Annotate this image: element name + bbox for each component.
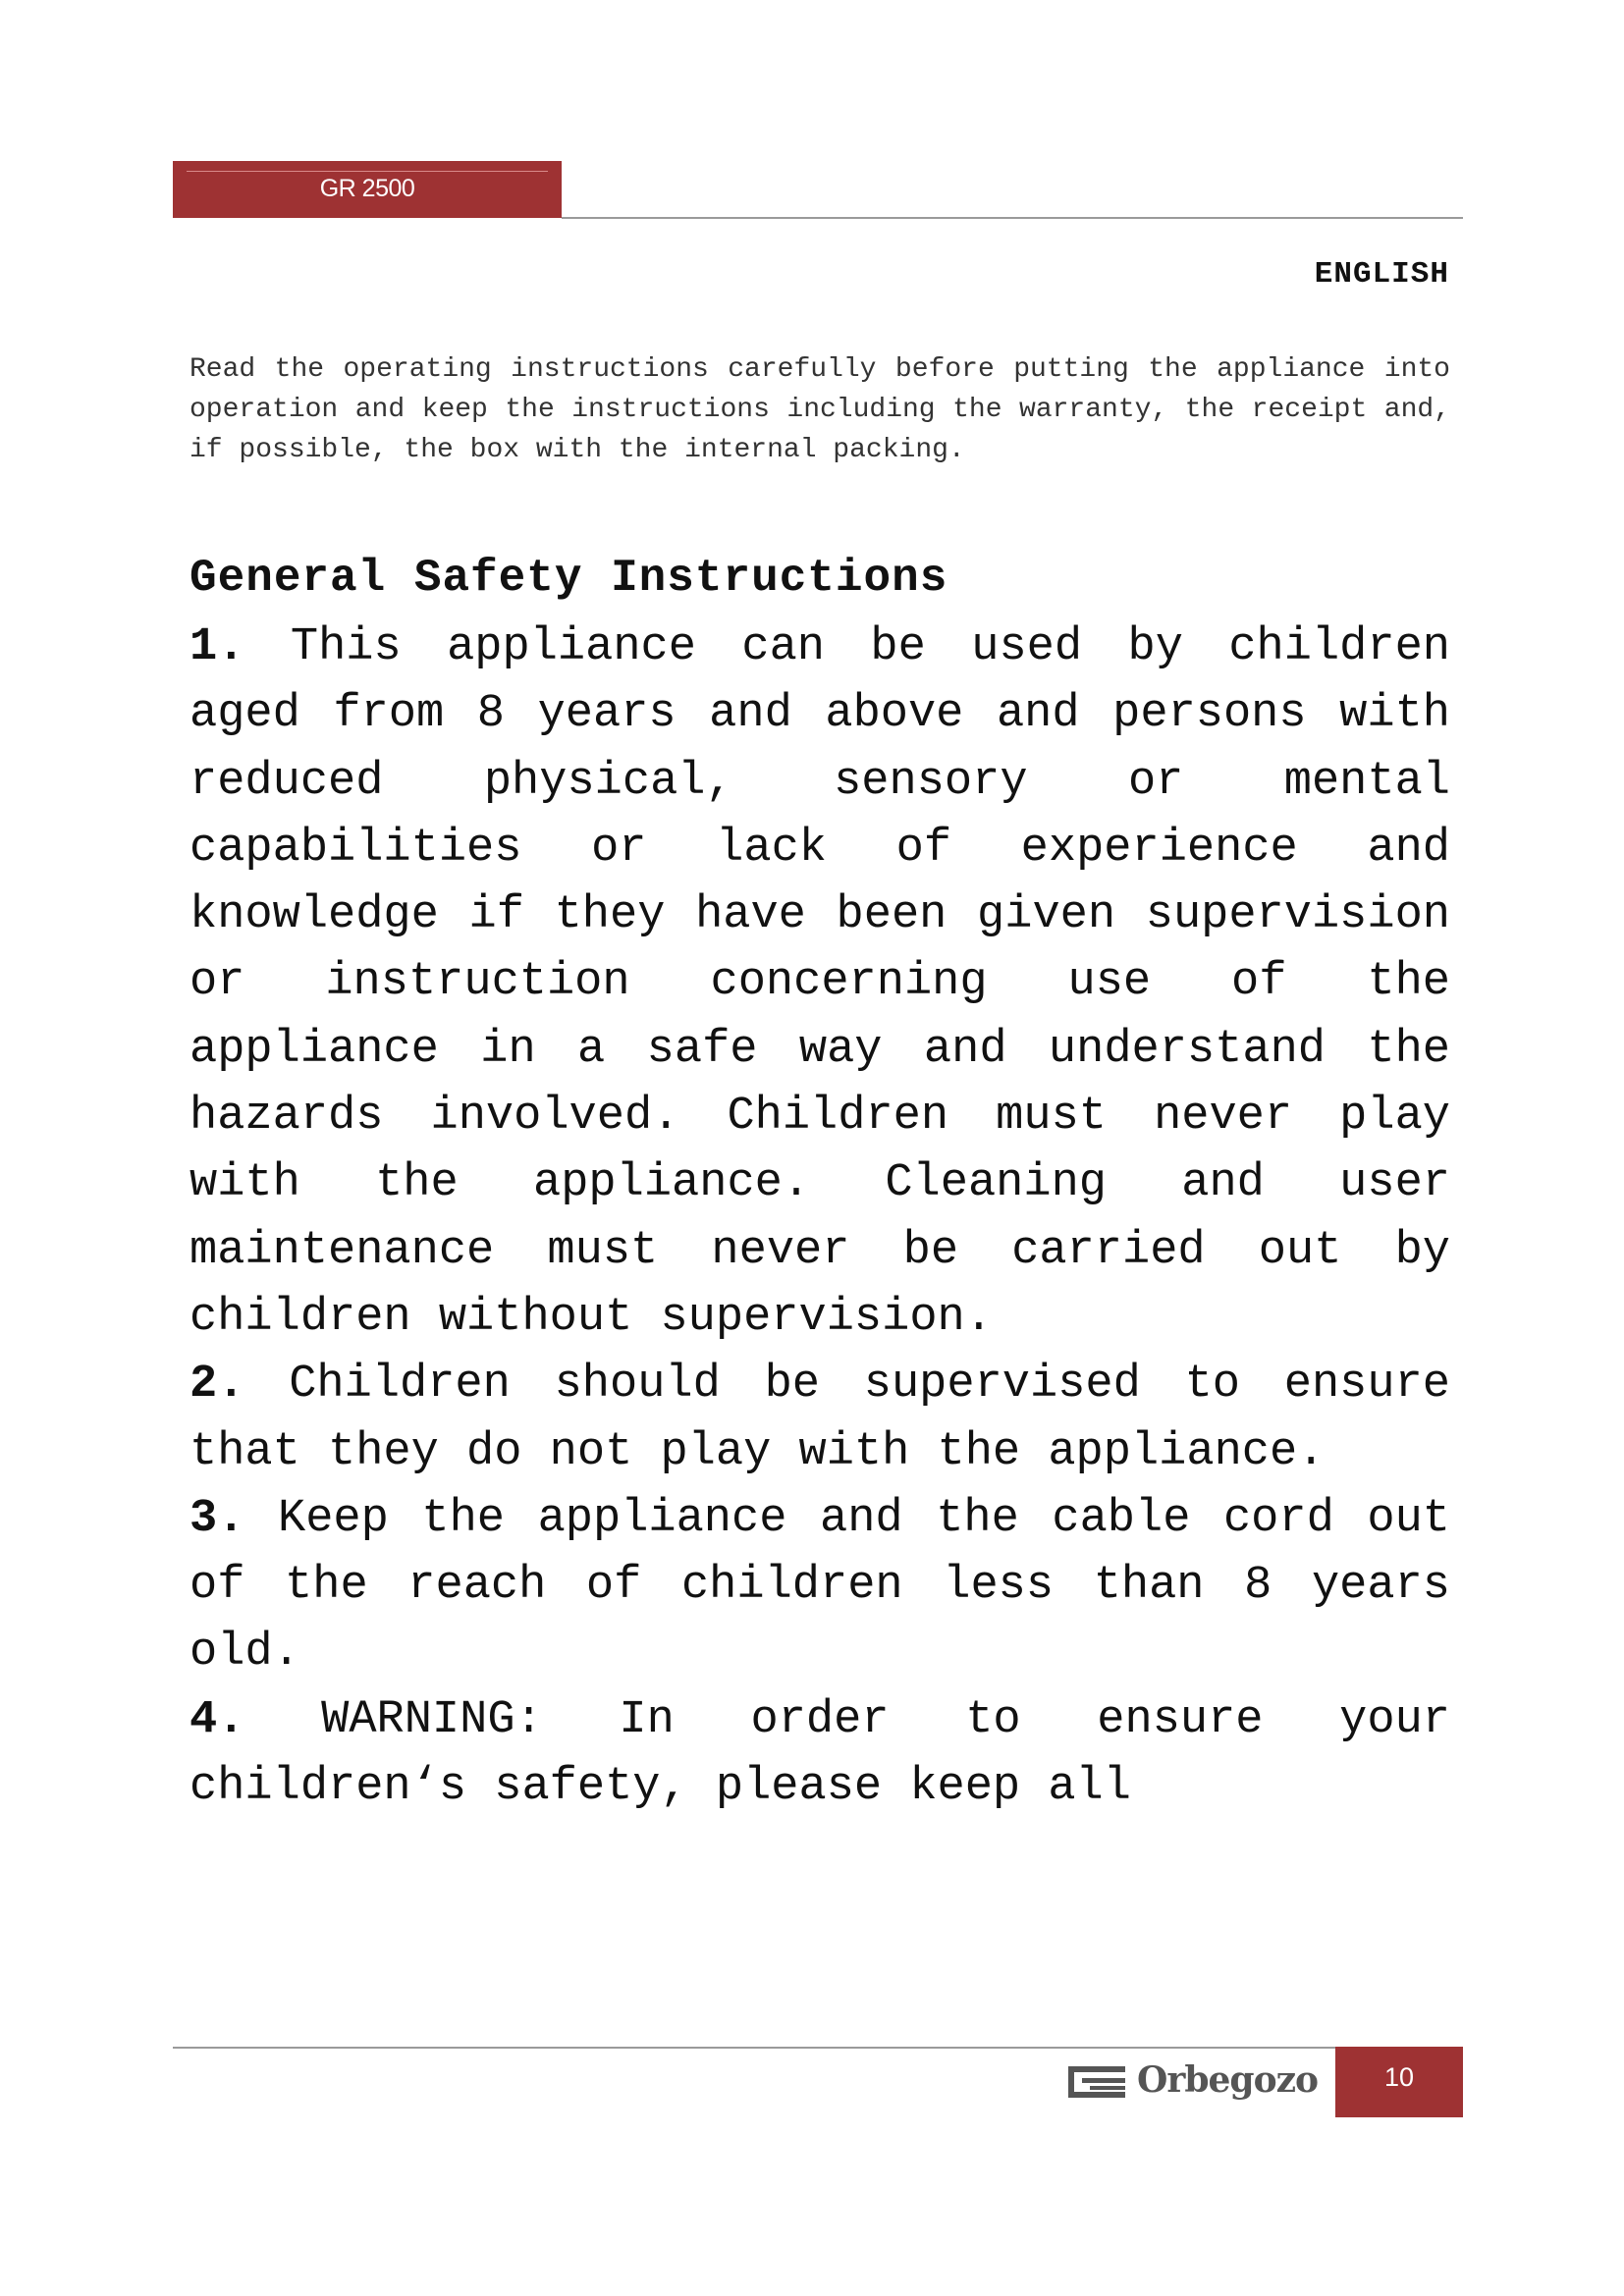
instruction-item: [189, 1486, 1450, 1687]
instruction-number: 2.: [189, 1359, 245, 1412]
page-number: 10: [1383, 2062, 1415, 2092]
instruction-text: Keep the appliance and the cable cord out of the reach of children less than 8 years old.: [189, 1492, 1450, 1680]
header-rule: [562, 217, 1463, 219]
footer-rule: [173, 2047, 1335, 2049]
instruction-number: 1.: [189, 621, 245, 673]
model-name: GR 2500: [319, 175, 415, 202]
instruction-item: [189, 614, 1450, 1352]
header-tab-line: [187, 171, 548, 172]
brand-name: Orbegozo: [1137, 2059, 1319, 2101]
section-title: General Safety Instructions: [189, 553, 948, 604]
language-label: ENGLISH: [1314, 257, 1449, 292]
instruction-text: WARNING: In order to ensure your children‘s safety, please keep all: [189, 1693, 1450, 1814]
brand-logo: [1068, 2059, 1319, 2101]
safety-instructions-list: [189, 614, 1450, 1821]
instruction-item: [189, 1352, 1450, 1486]
instruction-text: This appliance can be used by children aged from 8 years and above and persons with reduced physical, sensory or mental capabilities or lack of experience and knowledge if they have been given supervision or instruction concerning use of the appliance in a safe way and understand the hazards involved. Children must never play with the appliance. Cleaning and user maintenance must never be carried out by children without supervision.: [189, 621, 1450, 1344]
page-number-box: [1335, 2047, 1463, 2117]
instruction-item: [189, 1687, 1450, 1822]
instruction-text: Children should be supervised to ensure that they do not play with the appliance.: [189, 1359, 1450, 1478]
intro-paragraph: Read the operating instructions carefully before putting the appliance into operation and keep the instructions including the warranty, the receipt and, if possible, the box with the internal packing.: [189, 354, 1450, 465]
instruction-number: 4.: [189, 1693, 245, 1746]
header-tab: [173, 161, 562, 218]
instruction-number: 3.: [189, 1492, 245, 1545]
brand-logo-icon: [1068, 2066, 1127, 2098]
